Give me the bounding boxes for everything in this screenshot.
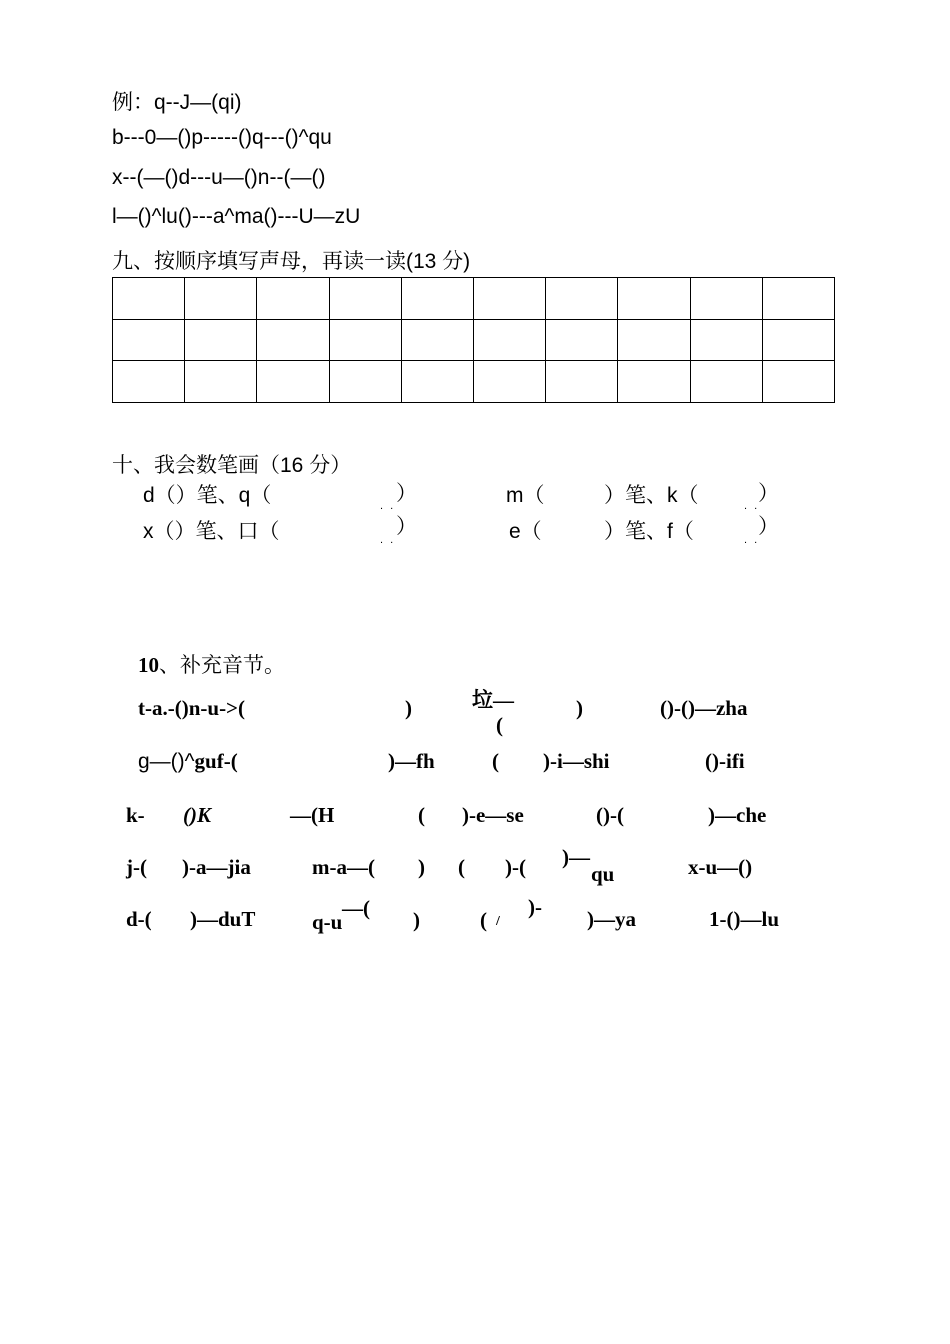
- grid-cell[interactable]: [113, 361, 185, 403]
- syllable-1f: ()-()—zha: [660, 696, 748, 720]
- syllable-5f: (: [480, 908, 487, 932]
- stroke-row2-e: e（: [509, 520, 542, 543]
- grid-cell[interactable]: [473, 319, 545, 361]
- syllable-3e: )-e—se: [462, 803, 524, 827]
- syllable-2a: [138, 749, 238, 774]
- syllable-1a: t-a.-()n-u->(: [138, 696, 246, 720]
- syllable-4d: ): [418, 855, 425, 879]
- grid-cell[interactable]: [762, 319, 834, 361]
- syllable-5j: 1-()—lu: [709, 907, 779, 931]
- stroke-row1-close: ）: [396, 482, 417, 505]
- syllable-4a: j-(: [126, 855, 147, 879]
- syllable-3c: —(H: [290, 803, 335, 827]
- syllable-4c: m-a—(: [312, 855, 375, 879]
- grid-cell[interactable]: [401, 319, 473, 361]
- stroke-row2-left: x（）笔、口（: [143, 520, 280, 543]
- syllable-4i: x-u—(): [688, 855, 753, 879]
- grid-cell[interactable]: [618, 278, 690, 320]
- grid-cell[interactable]: [329, 361, 401, 403]
- grid-row: [113, 319, 835, 361]
- syllable-4g: )—: [562, 845, 590, 869]
- grid-cell[interactable]: [257, 278, 329, 320]
- grid-cell[interactable]: [762, 278, 834, 320]
- syllable-2d: (: [492, 749, 499, 773]
- grid-cell[interactable]: [546, 319, 618, 361]
- example-line-1: 例：q--J—(qi): [112, 91, 242, 114]
- grid-cell[interactable]: [257, 319, 329, 361]
- syllable-5a: d-(: [126, 907, 152, 931]
- syllable-5c: q-u: [312, 910, 343, 934]
- grid-cell[interactable]: [546, 278, 618, 320]
- grid-row: [113, 361, 835, 403]
- stroke-row1-left: d（）笔、q（: [143, 484, 272, 507]
- stroke-row1-close2: ）: [758, 482, 779, 505]
- stroke-row2-f: ）笔、f（: [604, 520, 694, 543]
- grid-cell[interactable]: [473, 361, 545, 403]
- stroke-row1-dots2: . .: [744, 500, 760, 512]
- syllable-1e: ): [576, 696, 583, 720]
- grid-cell[interactable]: [329, 278, 401, 320]
- example-line-2: b---0—()p-----()q---()^qu: [112, 126, 332, 149]
- syllable-3d: (: [418, 803, 425, 827]
- syllable-5i: )—ya: [587, 907, 636, 931]
- grid-cell[interactable]: [690, 319, 762, 361]
- syllable-2f: ()-ifi: [705, 749, 745, 773]
- grid-cell[interactable]: [473, 278, 545, 320]
- syllable-5b: )—duT: [190, 907, 256, 931]
- grid-cell[interactable]: [401, 361, 473, 403]
- grid-cell[interactable]: [113, 278, 185, 320]
- syllable-2a-sans: g—()^: [138, 750, 195, 773]
- syllable-1b: ): [405, 696, 412, 720]
- grid-cell[interactable]: [690, 278, 762, 320]
- syllable-5h: )-: [528, 895, 542, 919]
- syllable-4f: )-(: [505, 855, 526, 879]
- syllable-3g: )—che: [708, 803, 767, 827]
- example-line-4: l—()^lu()---a^ma()---U—zU: [112, 205, 361, 228]
- example-line-3: x--(—()d---u—()n--(—(): [112, 166, 326, 189]
- grid-cell[interactable]: [329, 319, 401, 361]
- stroke-row2-dots: . .: [380, 534, 396, 546]
- syllable-5e: ): [413, 908, 420, 932]
- grid-cell[interactable]: [185, 319, 257, 361]
- stroke-row1-dots: . .: [380, 500, 396, 512]
- syllable-3f: ()-(: [596, 803, 624, 827]
- grid-cell[interactable]: [546, 361, 618, 403]
- grid-cell[interactable]: [257, 361, 329, 403]
- grid-cell[interactable]: [690, 361, 762, 403]
- section10-title: 十、我会数笔画（16 分）: [112, 454, 352, 477]
- grid-cell[interactable]: [618, 319, 690, 361]
- grid-cell[interactable]: [113, 319, 185, 361]
- syllable-4e: (: [458, 855, 465, 879]
- stroke-row2-dots2: . .: [744, 534, 760, 546]
- supplement-title-text: 、补充音节。: [159, 653, 285, 677]
- grid-cell[interactable]: [185, 361, 257, 403]
- supplement-title: [138, 649, 285, 679]
- section9-title: 九、按顺序填写声母，再读一读(13 分): [112, 250, 471, 273]
- syllable-5d: —(: [342, 896, 370, 920]
- grid-cell[interactable]: [401, 278, 473, 320]
- grid-row: [113, 278, 835, 320]
- grid-cell[interactable]: [618, 361, 690, 403]
- grid-cell[interactable]: [185, 278, 257, 320]
- syllable-2c: )—fh: [388, 749, 435, 773]
- stroke-row2-close: ）: [396, 515, 417, 538]
- syllable-3a: k-: [126, 803, 145, 827]
- stroke-row1-m: m（: [506, 484, 545, 507]
- syllable-3b: ()K: [183, 803, 211, 827]
- grid-cell[interactable]: [762, 361, 834, 403]
- syllable-1d: (: [496, 713, 503, 737]
- stroke-row2-close2: ）: [758, 515, 779, 538]
- syllable-4h: qu: [591, 862, 615, 886]
- syllable-5g: /: [496, 914, 500, 929]
- syllable-2a-bold: guf-(: [194, 749, 238, 773]
- initials-grid: [112, 277, 835, 403]
- syllable-4b: )-a—jia: [182, 855, 251, 879]
- stroke-row1-k: ）笔、k（: [604, 484, 699, 507]
- supplement-title-number: 10: [138, 653, 159, 677]
- syllable-2e: )-i—shi: [543, 749, 610, 773]
- syllable-1c: 垃—: [472, 688, 514, 712]
